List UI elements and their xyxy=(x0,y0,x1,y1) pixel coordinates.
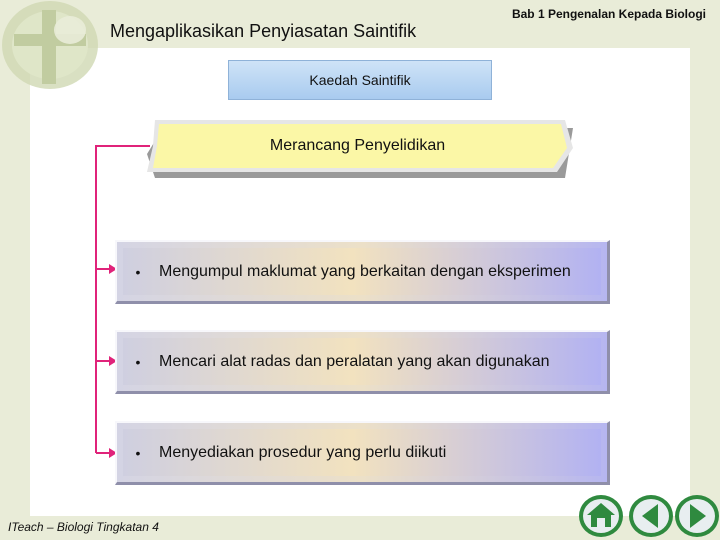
forward-button[interactable] xyxy=(674,494,720,538)
chapter-title: Bab 1 Pengenalan Kepada Biologi xyxy=(511,7,706,21)
back-button[interactable] xyxy=(628,494,674,538)
bullet: • xyxy=(135,263,141,280)
method-box-label: Kaedah Saintifik xyxy=(309,72,411,88)
bullet: • xyxy=(135,353,141,370)
step-text: Menyediakan prosedur yang perlu diikuti xyxy=(159,443,447,461)
design-banner-label: Merancang Penyelidikan xyxy=(269,137,446,154)
step-item xyxy=(115,421,610,485)
step-text: Mengumpul maklumat yang berkaitan dengan eksperimen xyxy=(159,262,571,280)
step-item xyxy=(115,240,610,304)
page-title: Mengaplikasikan Penyiasatan Saintifik xyxy=(110,21,417,41)
home-button[interactable] xyxy=(578,494,624,538)
bullet: • xyxy=(135,444,141,461)
footer-credit: ITeach – Biologi Tingkatan 4 xyxy=(8,520,159,534)
step-item xyxy=(115,330,610,394)
step-text: Mencari alat radas dan peralatan yang akan digunakan xyxy=(159,352,550,370)
